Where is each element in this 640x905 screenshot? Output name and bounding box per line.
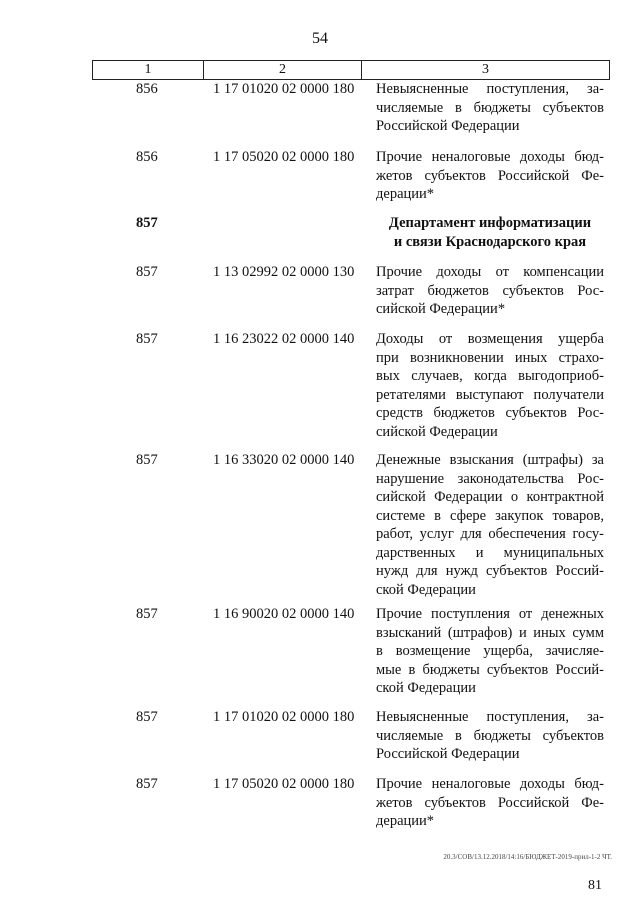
description-line: дерации* bbox=[376, 186, 435, 202]
description-line: ретателями выступают получатели bbox=[376, 386, 604, 403]
admin-code: 856 bbox=[136, 81, 158, 97]
income-description bbox=[376, 148, 604, 204]
admin-code: 857 bbox=[136, 264, 158, 280]
income-description bbox=[376, 605, 604, 698]
description-line: ской Федерации bbox=[376, 581, 476, 598]
description-line: Денежные взыскания (штрафы) за bbox=[376, 452, 604, 468]
description-line: Прочие неналоговые доходы бюд- bbox=[376, 149, 604, 165]
income-code: 1 16 90020 02 0000 140 bbox=[213, 606, 355, 622]
admin-code: 857 bbox=[136, 215, 158, 231]
admin-code: 857 bbox=[136, 709, 158, 725]
description-line: числяемые в бюджеты субъектов bbox=[376, 99, 604, 116]
income-code: 1 13 02992 02 0000 130 bbox=[213, 264, 355, 280]
description-line: в возмещение ущерба, зачисляе- bbox=[376, 643, 604, 659]
description-line: затрат бюджетов субъектов Рос- bbox=[376, 282, 604, 299]
income-code: 1 16 23022 02 0000 140 bbox=[213, 331, 355, 347]
income-description bbox=[376, 263, 604, 319]
description-line: средств бюджетов субъектов Рос- bbox=[376, 405, 604, 421]
description-line: вых случаев, когда выгодоприоб- bbox=[376, 368, 604, 384]
income-description bbox=[376, 775, 604, 831]
description-line: Российской Федерации bbox=[376, 118, 520, 134]
description-line: Невыясненные поступления, за- bbox=[376, 81, 604, 97]
income-code: 1 17 01020 02 0000 180 bbox=[213, 81, 355, 97]
income-description bbox=[376, 451, 604, 599]
description-line: дарственных и муниципальных bbox=[376, 544, 604, 561]
description-line: жетов субъектов Российской Фе- bbox=[376, 167, 604, 184]
income-code: 1 17 05020 02 0000 180 bbox=[213, 776, 355, 792]
description-line: жетов субъектов Российской Фе- bbox=[376, 794, 604, 811]
admin-code: 857 bbox=[136, 606, 158, 622]
description-line: Невыясненные поступления, за- bbox=[376, 709, 604, 725]
income-description bbox=[376, 80, 604, 136]
admin-code: 857 bbox=[136, 776, 158, 792]
header-col-2: 2 bbox=[204, 61, 362, 79]
description-line: нужд для нужд субъектов Россий- bbox=[376, 563, 604, 579]
admin-code: 857 bbox=[136, 452, 158, 468]
description-line: сийской Федерации bbox=[376, 423, 498, 440]
description-line: числяемые в бюджеты субъектов bbox=[376, 727, 604, 744]
description-line: Российской Федерации bbox=[376, 746, 520, 762]
description-line: при возникновении иных страхо- bbox=[376, 349, 604, 366]
description-line: сийской Федерации* bbox=[376, 301, 506, 317]
income-description bbox=[376, 330, 604, 441]
description-line: Прочие доходы от компенсации bbox=[376, 264, 604, 280]
income-description bbox=[376, 708, 604, 764]
sheet-number: 81 bbox=[588, 878, 602, 893]
description-line: Прочие поступления от денежных bbox=[376, 606, 604, 622]
department-name-line: и связи Краснодарского края bbox=[393, 233, 587, 250]
income-code: 1 16 33020 02 0000 140 bbox=[213, 452, 355, 468]
page-number: 54 bbox=[312, 30, 328, 47]
description-line: взысканий (штрафов) и иных сумм bbox=[376, 624, 604, 641]
description-line: ской Федерации bbox=[376, 680, 476, 696]
department-name-line: Департамент информатизации bbox=[388, 215, 592, 231]
description-line: сийской Федерации о контрактной bbox=[376, 489, 604, 505]
description-line: мые в бюджеты субъектов Россий- bbox=[376, 661, 604, 678]
description-line: Прочие неналоговые доходы бюд- bbox=[376, 776, 604, 792]
income-code: 1 17 01020 02 0000 180 bbox=[213, 709, 355, 725]
description-line: нарушение законодательства Рос- bbox=[376, 470, 604, 487]
description-line: Доходы от возмещения ущерба bbox=[376, 331, 604, 347]
document-footer-code: 20.3/СОВ/13.12.2018/14:16/БЮДЖЕТ-2019-прил-1-2 ЧТ. bbox=[443, 853, 612, 861]
header-col-3: 3 bbox=[482, 62, 489, 77]
header-col-1: 1 bbox=[93, 61, 204, 79]
admin-code: 857 bbox=[136, 331, 158, 347]
table-header bbox=[92, 60, 610, 80]
description-line: системе в сфере закупок товаров, bbox=[376, 507, 604, 524]
income-code: 1 17 05020 02 0000 180 bbox=[213, 149, 355, 165]
description-line: дерации* bbox=[376, 813, 435, 829]
department-name bbox=[376, 214, 604, 251]
admin-code: 856 bbox=[136, 149, 158, 165]
description-line: работ, услуг для обеспечения госу- bbox=[376, 526, 604, 542]
